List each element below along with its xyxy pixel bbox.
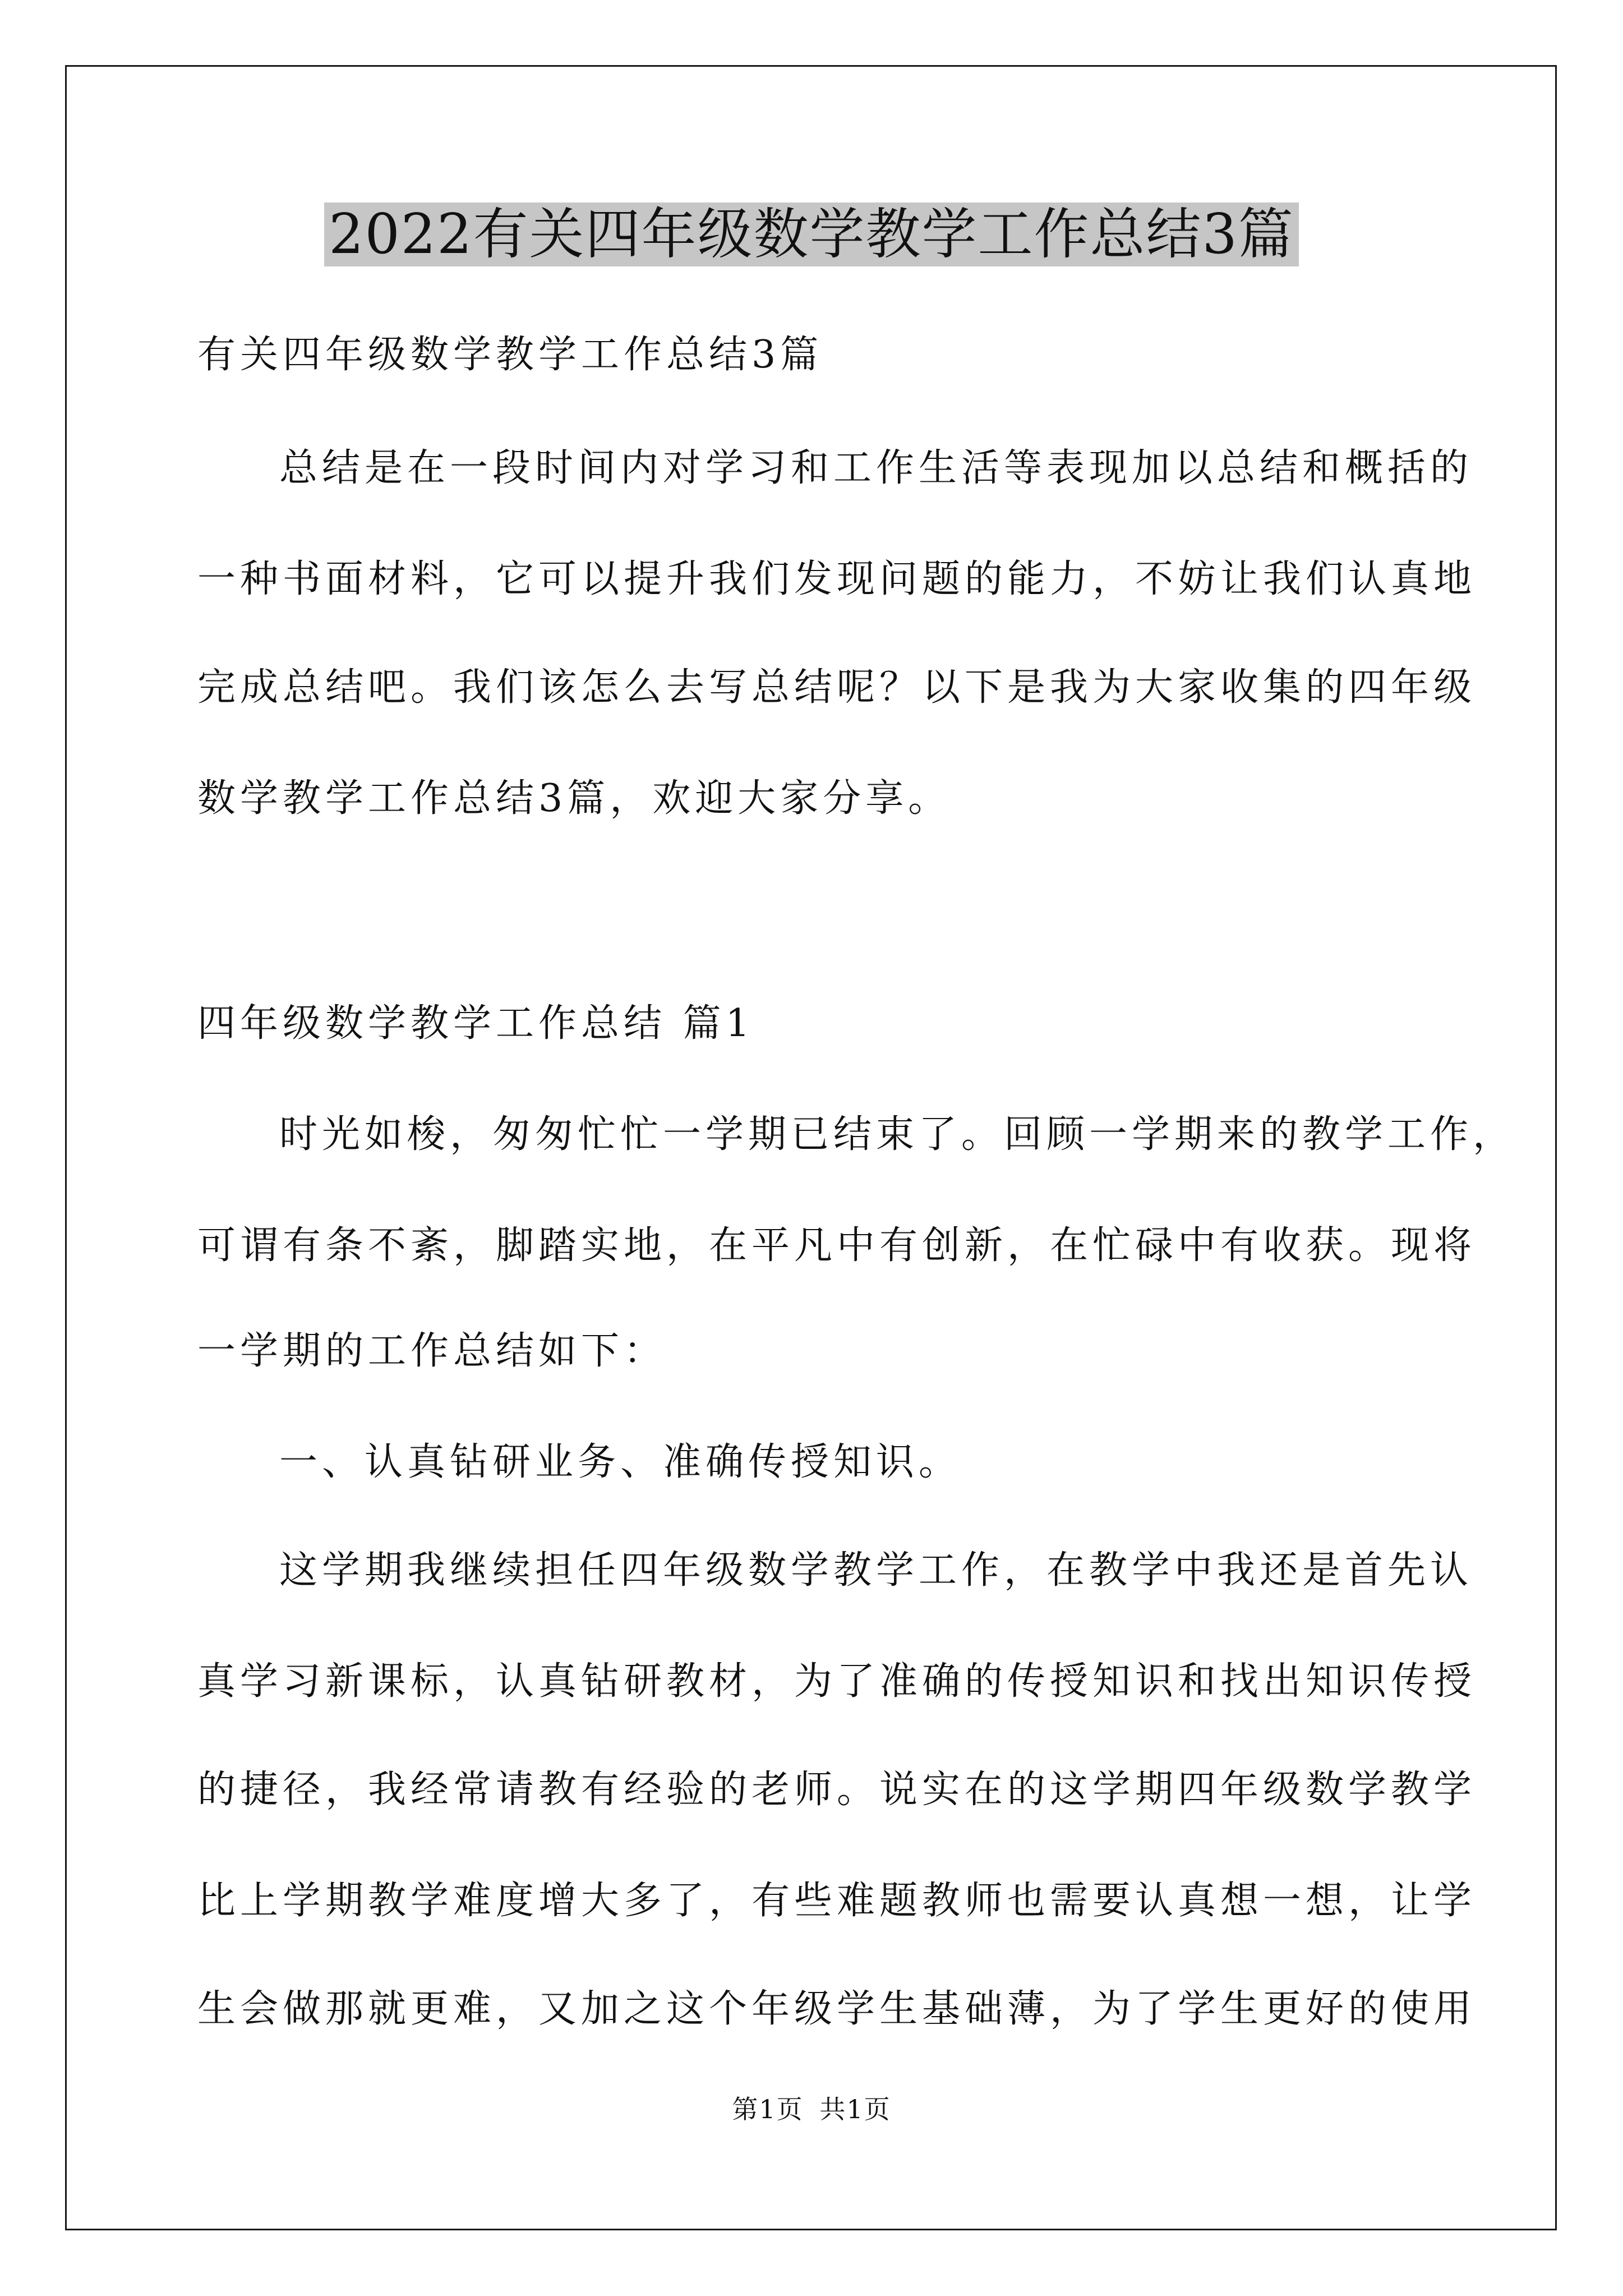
paragraph-line: 真学习新课标，认真钻研教材，为了准确的传授知识和找出知识传授 bbox=[197, 1659, 1477, 1704]
paragraph-line: 总结是在一段时间内对学习和工作生活等表现加以总结和概括的 bbox=[279, 446, 1473, 490]
document-title-text: 2022有关四年级数学教学工作总结3篇 bbox=[324, 203, 1299, 266]
subtitle-line: 有关四年级数学教学工作总结3篇 bbox=[197, 333, 823, 377]
paragraph-line: 比上学期教学难度增大多了，有些难题教师也需要认真想一想，让学 bbox=[197, 1879, 1477, 1923]
paragraph-line: 可谓有条不紊，脚踏实地，在平凡中有创新，在忙碌中有收获。现将 bbox=[197, 1223, 1477, 1268]
list-item-heading: 一、认真钻研业务、准确传授知识。 bbox=[279, 1440, 962, 1484]
document-title bbox=[0, 195, 1623, 274]
paragraph-line: 的捷径，我经常请教有经验的老师。说实在的这学期四年级数学教学 bbox=[197, 1768, 1477, 1812]
page-footer bbox=[0, 2092, 1623, 2126]
paragraph-line: 时光如梭，匆匆忙忙一学期已结束了。回顾一学期来的教学工作， bbox=[279, 1112, 1516, 1157]
total-pages-label: 共1页 bbox=[819, 2094, 891, 2124]
section-heading: 四年级数学教学工作总结 篇1 bbox=[197, 1001, 754, 1046]
current-page-label: 第1页 bbox=[732, 2094, 804, 2124]
paragraph-line: 一种书面材料，它可以提升我们发现问题的能力，不妨让我们认真地 bbox=[197, 557, 1477, 601]
paragraph-line: 一学期的工作总结如下： bbox=[197, 1329, 667, 1373]
paragraph-line: 完成总结吧。我们该怎么去写总结呢？以下是我为大家收集的四年级 bbox=[197, 665, 1477, 710]
paragraph-line: 生会做那就更难，又加之这个年级学生基础薄，为了学生更好的使用 bbox=[197, 1987, 1477, 2031]
paragraph-line: 数学教学工作总结3篇，欢迎大家分享。 bbox=[197, 776, 951, 821]
paragraph-line: 这学期我继续担任四年级数学教学工作，在教学中我还是首先认 bbox=[279, 1548, 1473, 1593]
